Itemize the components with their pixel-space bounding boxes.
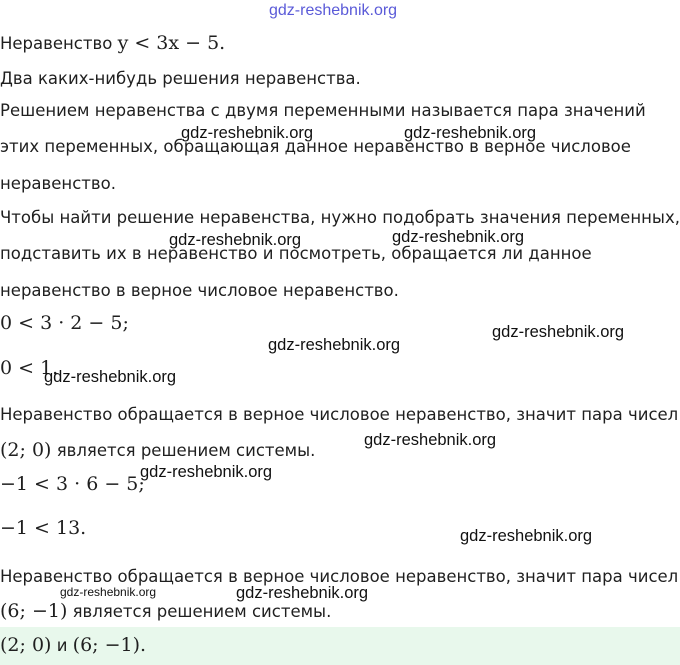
- line-definition-2: этих переменных, обращающая данное неравенство в верное числовое: [0, 137, 631, 156]
- answer-pair-1: (2; 0): [0, 634, 52, 656]
- formula-result-1: 0 < 1.: [0, 357, 59, 379]
- solution-2-text: является решением системы.: [67, 602, 332, 621]
- watermark: gdz-reshebnik.org: [236, 584, 369, 602]
- watermark: gdz-reshebnik.org: [169, 231, 302, 249]
- watermark: gdz-reshebnik.org: [268, 336, 401, 354]
- line-conclusion-1: Неравенство обращается в верное числовое неравенство, значит пара чисел: [0, 405, 679, 424]
- line-solution-2: [0, 601, 331, 622]
- line-task: Два каких-нибудь решения неравенства.: [0, 69, 361, 88]
- inequality-formula: y < 3x − 5.: [117, 32, 226, 54]
- line-definition-3: неравенство.: [0, 174, 116, 193]
- pair-1: (2; 0): [0, 439, 52, 461]
- watermark: gdz-reshebnik.org: [181, 124, 314, 142]
- watermark: gdz-reshebnik.org: [460, 527, 593, 545]
- watermark: gdz-reshebnik.org: [44, 368, 177, 386]
- watermark: gdz-reshebnik.org: [140, 463, 273, 481]
- line-method-1: Чтобы найти решение неравенства, нужно подобрать значения переменных,: [0, 208, 680, 227]
- line-method-3: неравенство в верное числовое неравенство.: [0, 281, 399, 300]
- line-solution-1: [0, 440, 315, 461]
- inequality-label: Неравенство: [0, 34, 118, 53]
- line-conclusion-2: Неравенство обращается в верное числовое неравенство, значит пара чисел: [0, 567, 679, 586]
- line-inequality: [0, 33, 225, 54]
- answer-line: [0, 635, 146, 656]
- answer-conjunction: и: [51, 636, 73, 655]
- watermark: gdz-reshebnik.org: [392, 228, 525, 246]
- watermark: gdz-reshebnik.org: [269, 2, 398, 19]
- answer-pair-2: (6; −1).: [72, 634, 147, 656]
- formula-check-2: −1 < 3 · 6 − 5;: [0, 473, 145, 495]
- watermark: gdz-reshebnik.org: [364, 431, 497, 449]
- line-definition-1: Решением неравенства с двумя переменными называется пара значений: [0, 101, 646, 120]
- solution-1-text: является решением системы.: [51, 441, 316, 460]
- watermark: gdz-reshebnik.org: [60, 585, 157, 599]
- formula-result-2: −1 < 13.: [0, 517, 87, 539]
- watermark: gdz-reshebnik.org: [492, 323, 625, 341]
- pair-2: (6; −1): [0, 600, 68, 622]
- formula-check-1: 0 < 3 · 2 − 5;: [0, 312, 129, 334]
- line-method-2: подставить их в неравенство и посмотреть, обращается ли данное: [0, 244, 592, 263]
- watermark: gdz-reshebnik.org: [404, 124, 537, 142]
